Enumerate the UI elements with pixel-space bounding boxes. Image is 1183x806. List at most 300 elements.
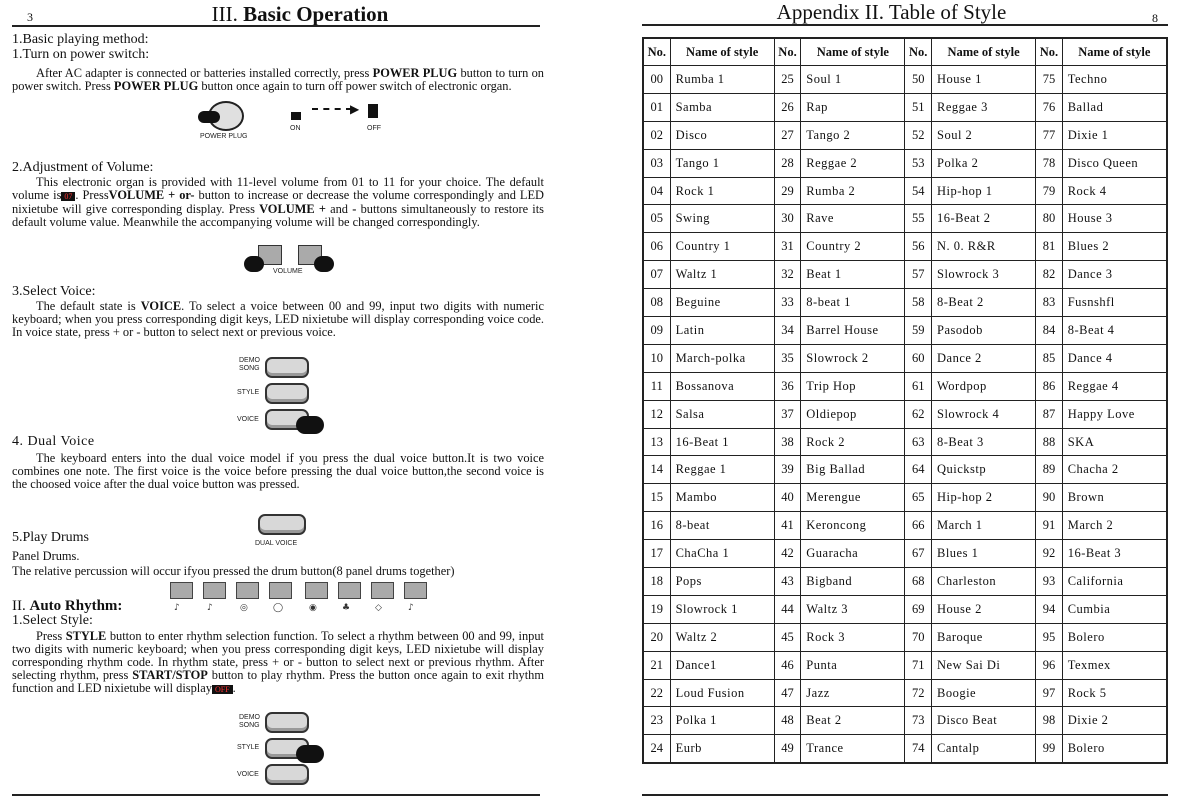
style-name: Reggae 3 — [932, 93, 1036, 121]
style-number: 82 — [1036, 261, 1063, 289]
label-demo-song-2: DEMO SONG — [239, 714, 260, 729]
para-voice: The default state is VOICE. To select a voice between 00 and 99, input two digits with numeric keyboard; when you press corresponding digit keys, LED nixietube will display corresponding voice code. In voice state, press + or - button to select next or previous voice. — [12, 299, 544, 339]
style-number: 41 — [774, 512, 801, 540]
style-name: Blues 2 — [1062, 233, 1167, 261]
style-number: 67 — [905, 540, 932, 568]
style-name: March-polka — [670, 344, 774, 372]
style-number: 24 — [643, 735, 670, 763]
right-page — [600, 0, 1183, 806]
drum-pad-4 — [269, 582, 292, 599]
style-name: Cantalp — [932, 735, 1036, 763]
table-row — [643, 568, 1167, 596]
style-number: 08 — [643, 289, 670, 317]
style-name: Brown — [1062, 484, 1167, 512]
table-row — [643, 149, 1167, 177]
para-turn-on: After AC adapter is connected or batteries installed correctly, press POWER PLUG button to turn on power switch. Press POWER PLUG button once again to turn off power switch of electronic organ. — [12, 66, 544, 93]
style-number: 66 — [905, 512, 932, 540]
style-name: Disco Queen — [1062, 149, 1167, 177]
label-on: ON — [290, 125, 301, 132]
style-name: Merengue — [801, 484, 905, 512]
table-row — [643, 205, 1167, 233]
style-name: Boogie — [932, 679, 1036, 707]
style-name: Eurb — [670, 735, 774, 763]
style-name: 16-Beat 3 — [1062, 540, 1167, 568]
style-name: N. 0. R&R — [932, 233, 1036, 261]
title-text: Basic Operation — [243, 2, 389, 26]
table-row — [643, 66, 1167, 94]
para-dual-voice: The keyboard enters into the dual voice model if you press the dual voice button.It is two voice combines one note. The first voice is the voice before pressing the dual voice button,the second voice is the choosed voice after the dual voice button was pressed. — [12, 451, 544, 491]
style-number: 31 — [774, 233, 801, 261]
style-name: Bolero — [1062, 623, 1167, 651]
page-number-right: 8 — [1152, 11, 1158, 25]
style-number: 57 — [905, 261, 932, 289]
table-row — [643, 456, 1167, 484]
style-name: Rumba 1 — [670, 66, 774, 94]
label-demo-song: DEMO SONG — [239, 357, 260, 372]
table-row — [643, 177, 1167, 205]
style-name: Swing — [670, 205, 774, 233]
hand-icon-style — [296, 745, 324, 763]
style-number: 79 — [1036, 177, 1063, 205]
para-drums-2: The relative percussion will occur ifyou pressed the drum button(8 panel drums together) — [12, 564, 455, 578]
style-name: Cumbia — [1062, 595, 1167, 623]
style-name: Rock 1 — [670, 177, 774, 205]
style-name: Dixie 2 — [1062, 707, 1167, 735]
style-name: Rap — [801, 93, 905, 121]
style-name: House 1 — [932, 66, 1036, 94]
bottom-rule-left — [12, 794, 540, 796]
style-name: Jazz — [801, 679, 905, 707]
style-number: 84 — [1036, 317, 1063, 345]
style-number: 22 — [643, 679, 670, 707]
style-name: Wordpop — [932, 372, 1036, 400]
drum-pad-3 — [236, 582, 259, 599]
style-number: 29 — [774, 177, 801, 205]
table-row — [643, 512, 1167, 540]
style-number: 01 — [643, 93, 670, 121]
style-name: Guaracha — [801, 540, 905, 568]
drum-2-icon: ♪ — [207, 603, 213, 613]
drum-7-icon: ◇ — [375, 603, 382, 613]
drum-pad-2 — [203, 582, 226, 599]
table-row — [643, 317, 1167, 345]
style-number: 54 — [905, 177, 932, 205]
style-number: 25 — [774, 66, 801, 94]
heading-auto-rhythm: II. Auto Rhythm: — [12, 598, 123, 614]
style-number: 12 — [643, 400, 670, 428]
hand-icon — [198, 111, 220, 123]
style-number: 73 — [905, 707, 932, 735]
drum-pad-7 — [371, 582, 394, 599]
style-name: Latin — [670, 317, 774, 345]
style-name: Soul 1 — [801, 66, 905, 94]
label-dual-voice: DUAL VOICE — [255, 540, 298, 547]
style-number: 88 — [1036, 428, 1063, 456]
style-name: Rock 4 — [1062, 177, 1167, 205]
header-name: Name of style — [670, 38, 774, 66]
style-name: Reggae 2 — [801, 149, 905, 177]
style-name: Soul 2 — [932, 121, 1036, 149]
style-number: 04 — [643, 177, 670, 205]
style-number: 61 — [905, 372, 932, 400]
style-number: 36 — [774, 372, 801, 400]
style-number: 97 — [1036, 679, 1063, 707]
style-name: 8-beat — [670, 512, 774, 540]
style-name: Hip-hop 1 — [932, 177, 1036, 205]
table-row — [643, 540, 1167, 568]
table-row — [643, 595, 1167, 623]
style-number: 45 — [774, 623, 801, 651]
style-number: 34 — [774, 317, 801, 345]
style-name: Quickstp — [932, 456, 1036, 484]
style-name: 16-Beat 1 — [670, 428, 774, 456]
drum-5-icon: ◉ — [309, 603, 317, 613]
style-number: 03 — [643, 149, 670, 177]
style-name: 8-Beat 4 — [1062, 317, 1167, 345]
style-number: 62 — [905, 400, 932, 428]
style-name: Tango 1 — [670, 149, 774, 177]
style-number: 87 — [1036, 400, 1063, 428]
style-number: 59 — [905, 317, 932, 345]
label-style-2: STYLE — [237, 744, 260, 751]
style-name: Samba — [670, 93, 774, 121]
style-name: Happy Love — [1062, 400, 1167, 428]
style-number: 80 — [1036, 205, 1063, 233]
style-name: Ballad — [1062, 93, 1167, 121]
heading-turn-on: 1.Turn on power switch: — [12, 47, 150, 62]
style-name: Chacha 2 — [1062, 456, 1167, 484]
style-name: Disco — [670, 121, 774, 149]
style-number: 37 — [774, 400, 801, 428]
label-voice-2: VOICE — [237, 771, 259, 778]
table-row — [643, 484, 1167, 512]
table-row — [643, 735, 1167, 763]
style-name: Rock 2 — [801, 428, 905, 456]
style-name: Polka 2 — [932, 149, 1036, 177]
hand-icon-voice — [296, 416, 324, 434]
style-name: Fusnshfl — [1062, 289, 1167, 317]
style-name: Slowrock 3 — [932, 261, 1036, 289]
drum-pad-8 — [404, 582, 427, 599]
style-number: 28 — [774, 149, 801, 177]
label-off: OFF — [367, 125, 381, 132]
style-number: 00 — [643, 66, 670, 94]
header-name: Name of style — [1062, 38, 1167, 66]
style-number: 30 — [774, 205, 801, 233]
style-number: 63 — [905, 428, 932, 456]
style-number: 81 — [1036, 233, 1063, 261]
style-name: Dance 4 — [1062, 344, 1167, 372]
style-number: 23 — [643, 707, 670, 735]
page-number-left: 3 — [27, 10, 33, 24]
table-row — [643, 400, 1167, 428]
style-number: 95 — [1036, 623, 1063, 651]
drum-pad-6 — [338, 582, 361, 599]
style-name: Polka 1 — [670, 707, 774, 735]
table-row — [643, 428, 1167, 456]
drum-8-icon: ♪ — [408, 603, 414, 613]
style-name: March 2 — [1062, 512, 1167, 540]
style-name: Dance 3 — [1062, 261, 1167, 289]
table-row — [643, 344, 1167, 372]
table-row — [643, 651, 1167, 679]
style-name: House 2 — [932, 595, 1036, 623]
style-name: Tango 2 — [801, 121, 905, 149]
style-name: Rave — [801, 205, 905, 233]
style-number: 58 — [905, 289, 932, 317]
style-number: 53 — [905, 149, 932, 177]
bottom-rule-right — [642, 794, 1168, 796]
style-number: 60 — [905, 344, 932, 372]
style-number: 02 — [643, 121, 670, 149]
voice-button-2 — [265, 764, 309, 785]
style-number: 74 — [905, 735, 932, 763]
drum-pad-1 — [170, 582, 193, 599]
style-name: Slowrock 1 — [670, 595, 774, 623]
style-name: Reggae 4 — [1062, 372, 1167, 400]
style-name: Blues 1 — [932, 540, 1036, 568]
table-row — [643, 261, 1167, 289]
style-name: Barrel House — [801, 317, 905, 345]
header-no: No. — [643, 38, 670, 66]
style-number: 40 — [774, 484, 801, 512]
style-number: 99 — [1036, 735, 1063, 763]
style-number: 93 — [1036, 568, 1063, 596]
style-number: 96 — [1036, 651, 1063, 679]
top-rule-left — [12, 25, 540, 27]
style-number: 39 — [774, 456, 801, 484]
style-name: Salsa — [670, 400, 774, 428]
style-name: Techno — [1062, 66, 1167, 94]
demo-song-button — [265, 357, 309, 378]
style-number: 52 — [905, 121, 932, 149]
led-display-off: OFF — [212, 685, 233, 694]
style-name: Trip Hop — [801, 372, 905, 400]
style-number: 06 — [643, 233, 670, 261]
table-row — [643, 233, 1167, 261]
page-title-left — [0, 2, 600, 27]
switch-on-icon — [291, 112, 301, 120]
style-name: 8-beat 1 — [801, 289, 905, 317]
style-name: Dance1 — [670, 651, 774, 679]
header-name: Name of style — [932, 38, 1036, 66]
header-no: No. — [905, 38, 932, 66]
style-name: Rock 3 — [801, 623, 905, 651]
style-name: Big Ballad — [801, 456, 905, 484]
heading-basic: 1.Basic playing method: — [12, 32, 149, 47]
para-style: Press STYLE button to enter rhythm selection function. To select a rhythm between 00 and 99, input two digits with numeric keyboard; when you press corresponding digit keys, LED nixietube will display corresponding rhythm code. In rhythm state, press + or - button to select next or previous rhythm. After selecting rhythm, press START/STOP button to play rhythm. Press the button once again to exit rhythm function and LED nixietube will display OFF . — [12, 629, 544, 695]
style-name: Reggae 1 — [670, 456, 774, 484]
style-name: Slowrock 2 — [801, 344, 905, 372]
style-number: 48 — [774, 707, 801, 735]
style-name: 8-Beat 2 — [932, 289, 1036, 317]
header-name: Name of style — [801, 38, 905, 66]
style-name: Rock 5 — [1062, 679, 1167, 707]
style-number: 56 — [905, 233, 932, 261]
style-number: 17 — [643, 540, 670, 568]
style-number: 68 — [905, 568, 932, 596]
style-number: 05 — [643, 205, 670, 233]
style-number: 44 — [774, 595, 801, 623]
style-number: 65 — [905, 484, 932, 512]
table-row — [643, 623, 1167, 651]
heading-dual-voice: 4. Dual Voice — [12, 434, 95, 449]
style-name: 8-Beat 3 — [932, 428, 1036, 456]
heading-volume: 2.Adjustment of Volume: — [12, 160, 154, 175]
top-rule-right — [642, 24, 1168, 26]
style-number: 42 — [774, 540, 801, 568]
style-number: 91 — [1036, 512, 1063, 540]
drum-1-icon: ♪ — [174, 603, 180, 613]
style-number: 15 — [643, 484, 670, 512]
drum-4-icon: ◯ — [273, 603, 284, 613]
table-row — [643, 289, 1167, 317]
style-name: Waltz 2 — [670, 623, 774, 651]
label-voice: VOICE — [237, 416, 259, 423]
style-number: 10 — [643, 344, 670, 372]
style-number: 18 — [643, 568, 670, 596]
header-no: No. — [1036, 38, 1063, 66]
style-name: Oldiepop — [801, 400, 905, 428]
style-number: 78 — [1036, 149, 1063, 177]
style-name: Rumba 2 — [801, 177, 905, 205]
demo-song-button-2 — [265, 712, 309, 733]
dual-voice-button — [258, 514, 306, 535]
style-name: Hip-hop 2 — [932, 484, 1036, 512]
style-name: Texmex — [1062, 651, 1167, 679]
style-number: 20 — [643, 623, 670, 651]
style-name: Bolero — [1062, 735, 1167, 763]
style-number: 21 — [643, 651, 670, 679]
style-number: 19 — [643, 595, 670, 623]
style-number: 83 — [1036, 289, 1063, 317]
style-name: Dance 2 — [932, 344, 1036, 372]
style-number: 55 — [905, 205, 932, 233]
title-roman: III. — [211, 2, 238, 26]
style-name: Baroque — [932, 623, 1036, 651]
drum-pad-5 — [305, 582, 328, 599]
table-row — [643, 121, 1167, 149]
table-header-row — [643, 38, 1167, 66]
style-name: Keroncong — [801, 512, 905, 540]
style-number: 70 — [905, 623, 932, 651]
style-name: ChaCha 1 — [670, 540, 774, 568]
label-style: STYLE — [237, 389, 260, 396]
page-title-right: Appendix II. Table of Style — [776, 0, 1007, 24]
arrow-right-icon: ▶ — [350, 102, 360, 116]
style-number: 64 — [905, 456, 932, 484]
style-number: 27 — [774, 121, 801, 149]
heading-drums: 5.Play Drums — [12, 530, 89, 545]
hand-left-icon — [244, 256, 264, 272]
style-number: 90 — [1036, 484, 1063, 512]
style-number: 32 — [774, 261, 801, 289]
table-row — [643, 372, 1167, 400]
drum-3-icon: ◎ — [240, 603, 248, 613]
led-display-volume: 07 — [61, 192, 75, 201]
style-name: Pops — [670, 568, 774, 596]
style-number: 72 — [905, 679, 932, 707]
style-number: 51 — [905, 93, 932, 121]
style-number: 50 — [905, 66, 932, 94]
header-no: No. — [774, 38, 801, 66]
left-page — [0, 0, 560, 806]
style-name: SKA — [1062, 428, 1167, 456]
style-name: Dixie 1 — [1062, 121, 1167, 149]
style-number: 11 — [643, 372, 670, 400]
style-name: Loud Fusion — [670, 679, 774, 707]
style-number: 71 — [905, 651, 932, 679]
table-row — [643, 679, 1167, 707]
hand-right-icon — [314, 256, 334, 272]
style-name: Beat 1 — [801, 261, 905, 289]
table-row — [643, 707, 1167, 735]
style-number: 46 — [774, 651, 801, 679]
arrow-line — [312, 108, 352, 110]
heading-select-style: 1.Select Style: — [12, 613, 93, 628]
style-number: 69 — [905, 595, 932, 623]
drum-6-icon: ♣ — [342, 603, 351, 613]
style-number: 09 — [643, 317, 670, 345]
style-number: 07 — [643, 261, 670, 289]
style-number: 94 — [1036, 595, 1063, 623]
style-name: New Sai Di — [932, 651, 1036, 679]
label-power-plug: POWER PLUG — [200, 133, 248, 140]
style-table — [642, 37, 1168, 764]
heading-voice: 3.Select Voice: — [12, 284, 96, 299]
style-name: Disco Beat — [932, 707, 1036, 735]
style-number: 85 — [1036, 344, 1063, 372]
style-name: House 3 — [1062, 205, 1167, 233]
style-name: Mambo — [670, 484, 774, 512]
style-name: Beat 2 — [801, 707, 905, 735]
style-number: 43 — [774, 568, 801, 596]
style-number: 98 — [1036, 707, 1063, 735]
style-number: 75 — [1036, 66, 1063, 94]
style-number: 16 — [643, 512, 670, 540]
style-number: 86 — [1036, 372, 1063, 400]
style-number: 47 — [774, 679, 801, 707]
para-volume: This electronic organ is provided with 11-level volume from 01 to 11 for your choice. The default volume is 07 . PressVOLUME + or- button to increase or decrease the volume correspondingly and LED nixietube will give corresponding display. Press VOLUME + and - buttons simultaneously to restore its default volume value. Meanwhile the accompanying volume will be changed correspondingly. — [12, 175, 545, 229]
style-name: Bossanova — [670, 372, 774, 400]
style-name: Country 2 — [801, 233, 905, 261]
style-number: 26 — [774, 93, 801, 121]
style-number: 14 — [643, 456, 670, 484]
table-row — [643, 93, 1167, 121]
style-number: 77 — [1036, 121, 1063, 149]
style-name: Bigband — [801, 568, 905, 596]
style-number: 92 — [1036, 540, 1063, 568]
style-number: 89 — [1036, 456, 1063, 484]
style-number: 35 — [774, 344, 801, 372]
style-button — [265, 383, 309, 404]
style-name: Waltz 1 — [670, 261, 774, 289]
style-name: Beguine — [670, 289, 774, 317]
style-name: Pasodob — [932, 317, 1036, 345]
style-name: Punta — [801, 651, 905, 679]
style-name: Country 1 — [670, 233, 774, 261]
label-volume: VOLUME — [273, 268, 303, 275]
style-name: Charleston — [932, 568, 1036, 596]
switch-off-icon — [368, 104, 378, 118]
style-number: 13 — [643, 428, 670, 456]
style-number: 38 — [774, 428, 801, 456]
style-name: Slowrock 4 — [932, 400, 1036, 428]
style-number: 49 — [774, 735, 801, 763]
style-number: 33 — [774, 289, 801, 317]
style-number: 76 — [1036, 93, 1063, 121]
style-name: Trance — [801, 735, 905, 763]
